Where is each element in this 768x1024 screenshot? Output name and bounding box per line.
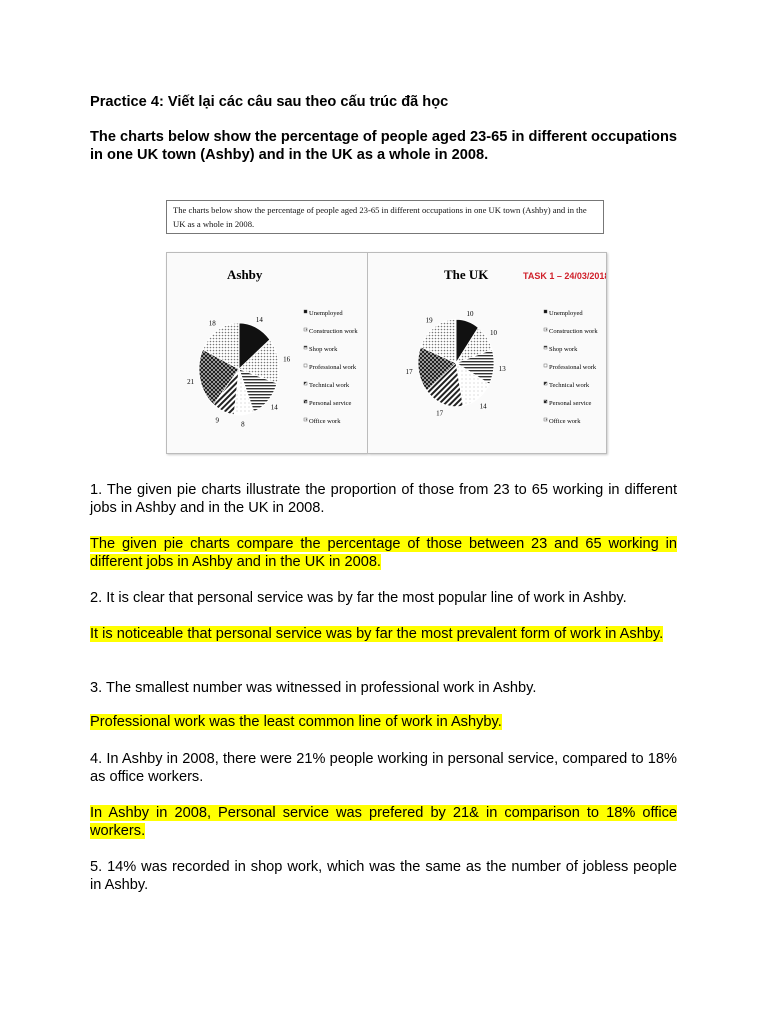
legend-label: Professional work (309, 364, 357, 371)
chart-title: Ashby (227, 267, 263, 282)
item-original: 3. The smallest number was witnessed in professional work in Ashby. (90, 680, 537, 696)
task-stamp: TASK 1 – 24/03/2018 (523, 271, 606, 281)
legend-label: Unemployed (309, 310, 343, 317)
legend-label: Construction work (549, 328, 598, 335)
legend-swatch (304, 346, 307, 349)
legend-label: Technical work (309, 382, 350, 389)
slice-label: 17 (405, 368, 413, 377)
item-1-rewrite (90, 535, 677, 571)
item-3-rewrite (90, 713, 677, 731)
slice-label: 16 (283, 355, 291, 364)
legend-swatch (544, 400, 547, 403)
highlighted-rewrite: In Ashby in 2008, Personal service was prefered by 21& in comparison to 18% office workers. (90, 805, 677, 839)
task-description: The charts below show the percentage of people aged 23-65 in different occupations in one UK town (Ashby) and in the UK as a whole in 2008. (90, 129, 677, 163)
highlighted-rewrite: Professional work was the least common line of work in Ashyby. (90, 714, 502, 730)
item-5 (90, 858, 677, 894)
slice-label: 18 (208, 319, 216, 328)
legend-swatch (304, 328, 307, 331)
item-1 (90, 481, 677, 517)
slice-label: 19 (425, 316, 433, 325)
slice-label: 21 (187, 377, 195, 386)
legend-label: Personal service (549, 400, 592, 407)
practice-title: Practice 4: Viết lại các câu sau theo cấu trúc đã học (90, 94, 449, 110)
legend-swatch (544, 328, 547, 331)
legend-swatch (544, 364, 547, 367)
legend-swatch (544, 382, 547, 385)
item-3 (90, 679, 677, 697)
item-2-rewrite (90, 625, 677, 643)
item-4 (90, 750, 677, 786)
legend-label: Shop work (549, 346, 578, 353)
slice-label: 14 (270, 403, 278, 412)
item-original: 1. The given pie charts illustrate the proportion of those from 23 to 65 working in different jobs in Ashby and in the UK in 2008. (90, 482, 677, 516)
legend-swatch (304, 400, 307, 403)
legend-swatch (304, 364, 307, 367)
slice-label: 10 (490, 329, 498, 338)
legend-label: Shop work (309, 346, 338, 353)
legend-swatch (544, 346, 547, 349)
legend-label: Technical work (549, 382, 590, 389)
slice-label: 9 (215, 416, 220, 425)
legend-label: Construction work (309, 328, 358, 335)
uk-pie-chart (368, 253, 606, 453)
chart-title: The UK (444, 267, 489, 282)
slice-label: 13 (498, 364, 506, 373)
item-original: 2. It is clear that personal service was by far the most popular line of work in Ashby. (90, 590, 627, 606)
slice-label: 10 (466, 309, 474, 318)
slice-label: 14 (255, 316, 263, 325)
legend-swatch (544, 310, 547, 313)
slice-label: 17 (436, 409, 444, 418)
legend-label: Personal service (309, 400, 352, 407)
figure-caption: The charts below show the percentage of people aged 23-65 in different occupations in one UK town (Ashby) and in the UK as a whole in 2008. (166, 200, 604, 234)
legend-swatch (304, 382, 307, 385)
pie-charts-figure (166, 200, 608, 452)
legend-label: Office work (309, 418, 341, 425)
item-original: 5. 14% was recorded in shop work, which was the same as the number of jobless people in Ashby. (90, 859, 677, 893)
highlighted-rewrite: The given pie charts compare the percentage of those between 23 and 65 working in different jobs in Ashby and in the UK in 2008. (90, 536, 677, 570)
item-4-rewrite (90, 804, 677, 840)
legend-label: Professional work (549, 364, 597, 371)
slice-label: 14 (479, 402, 487, 411)
item-original: 4. In Ashby in 2008, there were 21% people working in personal service, compared to 18% as office workers. (90, 751, 677, 785)
legend-swatch (304, 310, 307, 313)
item-2 (90, 589, 677, 607)
slice-label: 8 (241, 420, 245, 429)
legend-swatch (544, 418, 547, 421)
ashby-pie-chart (167, 253, 367, 453)
legend-label: Office work (549, 418, 581, 425)
legend-label: Unemployed (549, 310, 583, 317)
ashby-chart-panel (166, 252, 368, 454)
legend-swatch (304, 418, 307, 421)
highlighted-rewrite: It is noticeable that personal service was by far the most prevalent form of work in Ashby. (90, 626, 664, 642)
uk-chart-panel (368, 252, 607, 454)
